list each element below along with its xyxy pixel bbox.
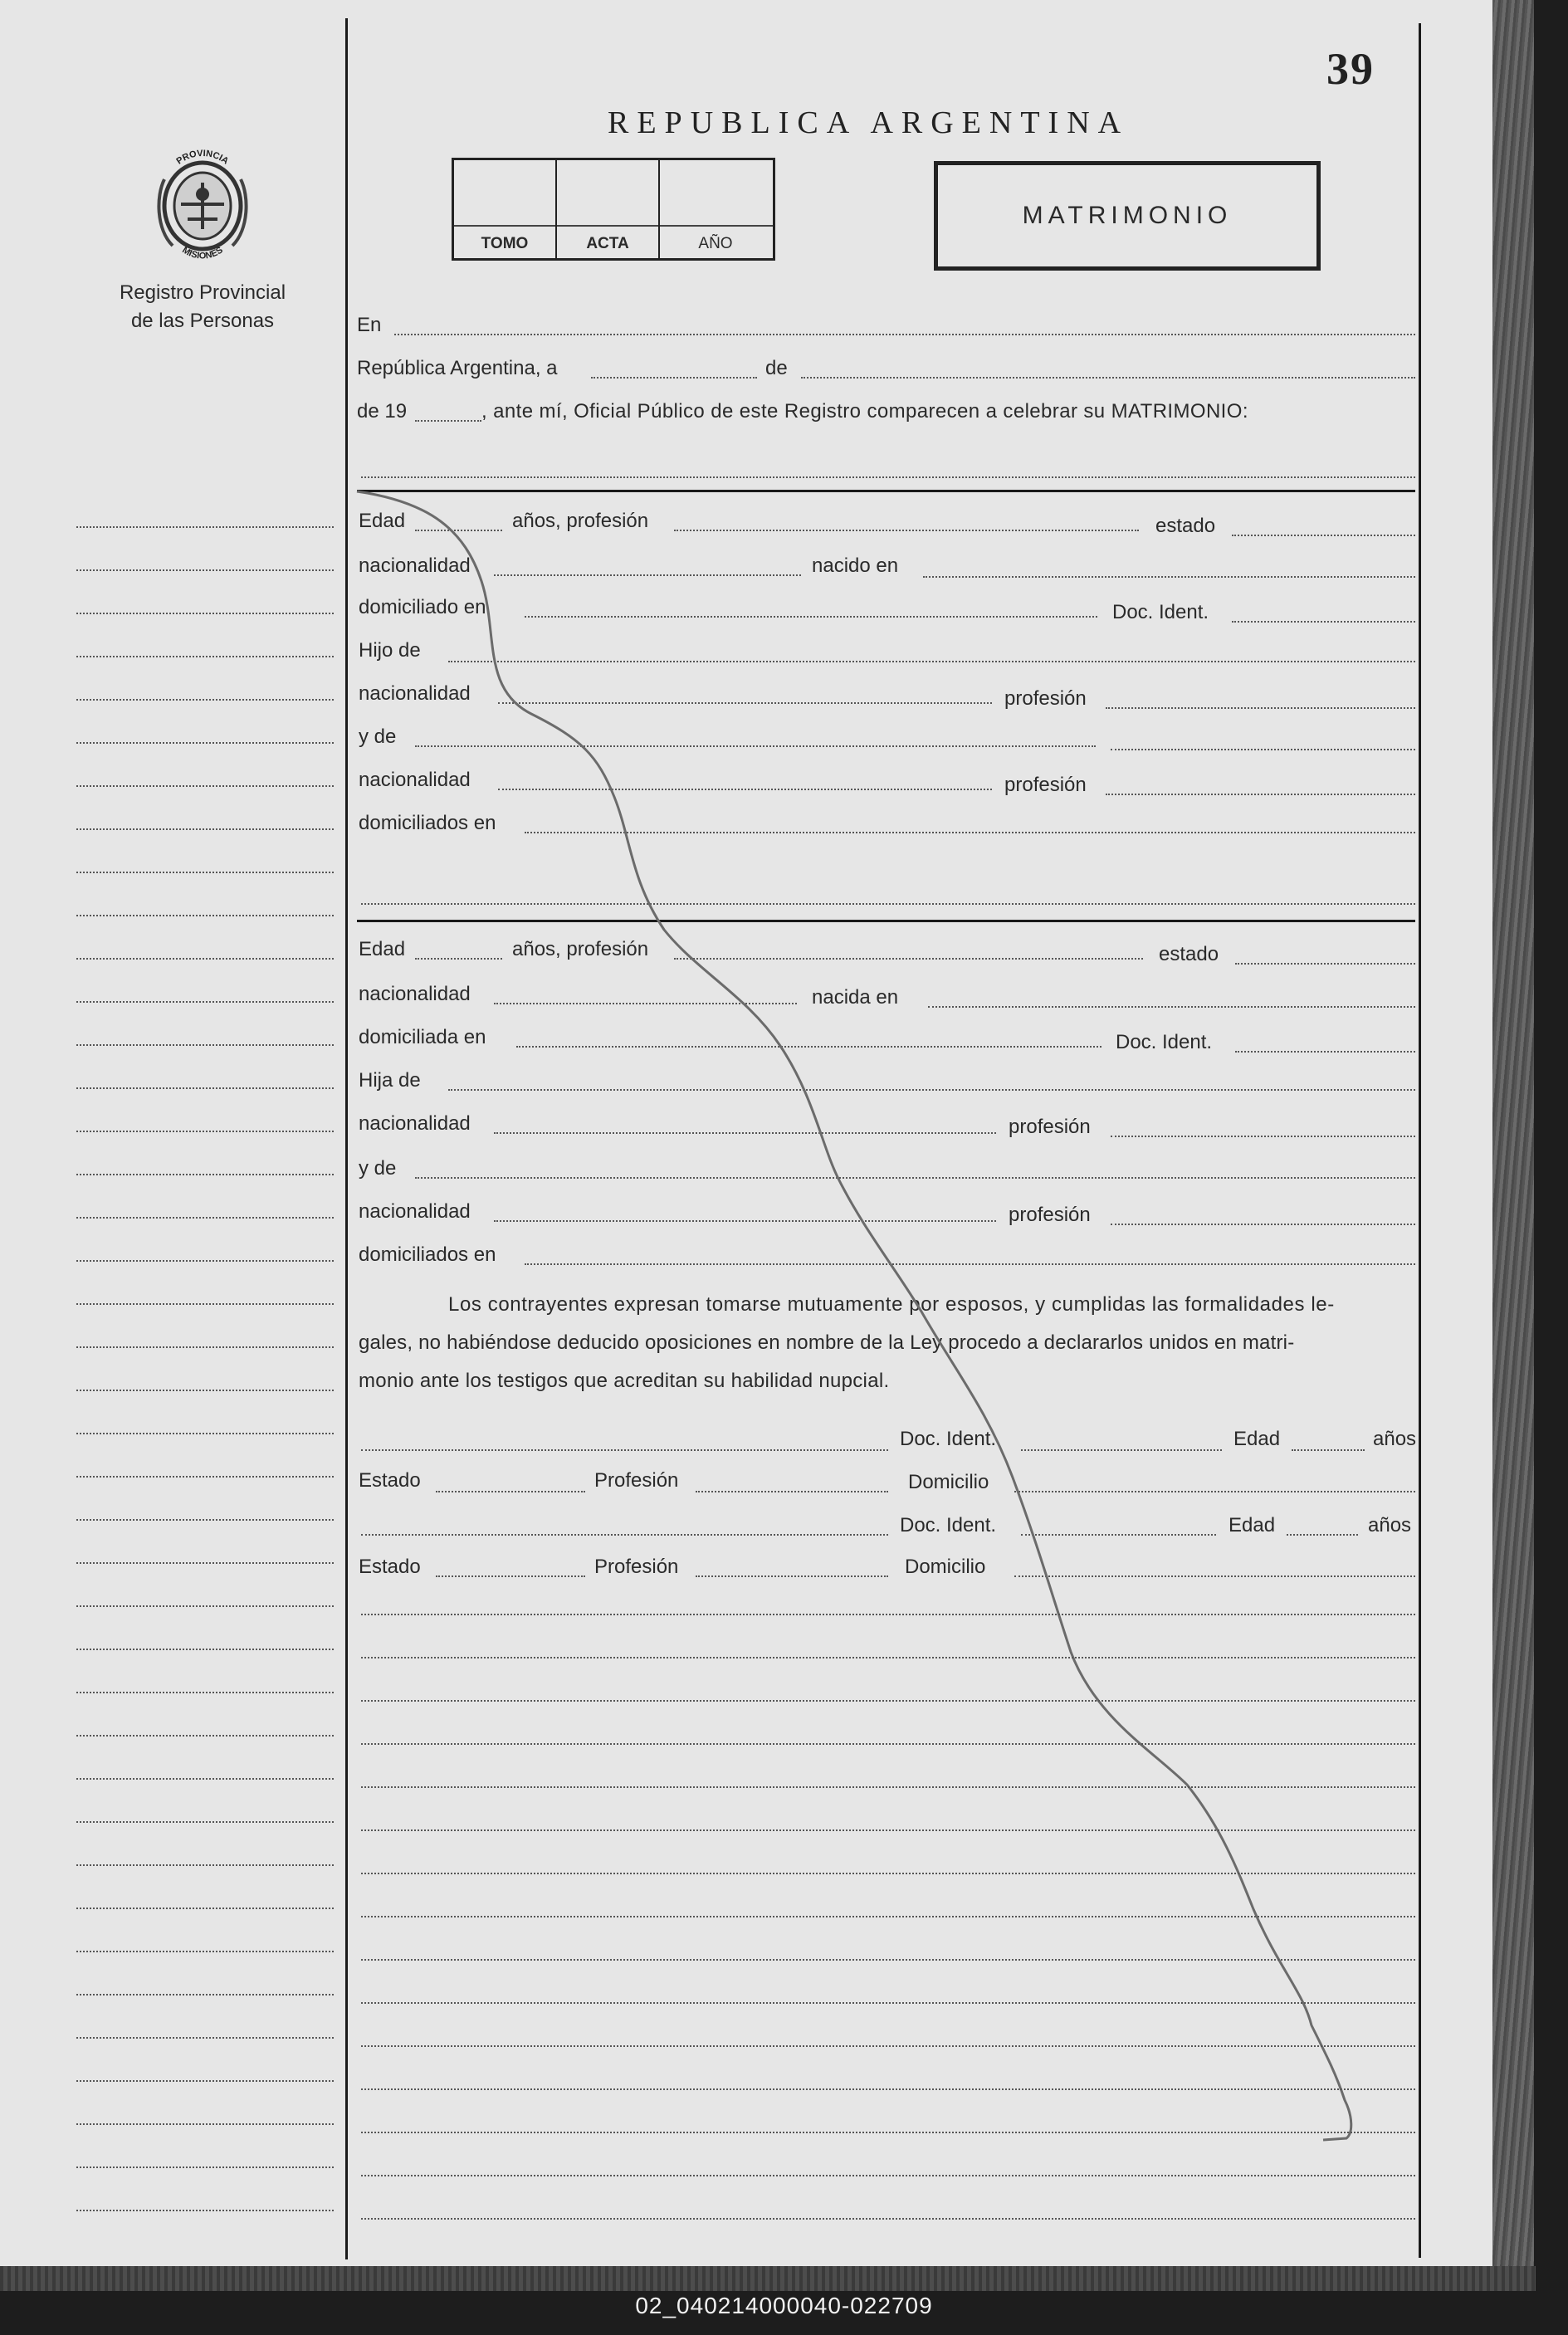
acta-label: ACTA (586, 235, 629, 252)
bride-father-nacionalidad: nacionalidad (359, 1112, 471, 1135)
margin-note-line (76, 785, 334, 787)
crest-text-top: PROVINCIA (174, 148, 231, 167)
crest-text-bottom: MISIONES (180, 245, 225, 261)
observation-line (361, 1959, 1415, 1961)
margin-note-line (76, 958, 334, 960)
groom-father-profesion: profesión (1004, 687, 1087, 710)
margin-note-line (76, 569, 334, 571)
witness2-edad: Edad (1229, 1514, 1276, 1536)
groom-father-nacionalidad: nacionalidad (359, 682, 471, 705)
declaration-line1: Los contrayentes expresan tomarse mutuamente por esposos, y cumplidas las formalidades le- (448, 1293, 1335, 1316)
bride-mother-nacionalidad: nacionalidad (359, 1200, 471, 1223)
margin-note-line (76, 1778, 334, 1780)
witness1-anos: años (1373, 1428, 1417, 1450)
margin-note-line (76, 526, 334, 528)
observation-line (361, 1916, 1415, 1917)
margin-note-line (76, 2166, 334, 2168)
intro-ante: , ante mí, Oficial Público de este Registro comparecen a celebrar su MATRIMONIO: (481, 400, 1248, 423)
groom-nacionalidad: nacionalidad (359, 554, 471, 577)
margin-note-line (76, 2037, 334, 2039)
margin-note-line (76, 2210, 334, 2211)
margin-note-line (76, 872, 334, 873)
groom-doc-ident: Doc. Ident. (1112, 601, 1209, 623)
observation-line (361, 1786, 1415, 1788)
document-type: MATRIMONIO (934, 161, 1321, 271)
margin-note-line (76, 1217, 334, 1219)
bride-father-profesion: profesión (1009, 1116, 1091, 1138)
margin-note-line (76, 2123, 334, 2125)
margin-note-line (76, 1519, 334, 1521)
margin-note-line (76, 1908, 334, 1909)
registry-name-line1: Registro Provincial (119, 281, 286, 304)
witness2-anos: años (1368, 1514, 1412, 1536)
observation-line (361, 2175, 1415, 2176)
witness2-profesion: Profesión (594, 1556, 679, 1578)
margin-note-line (76, 1303, 334, 1305)
bride-domiciliada: domiciliada en (359, 1026, 486, 1048)
observation-line (361, 2002, 1415, 2004)
margin-note-line (76, 1476, 334, 1478)
margin-note-line (76, 2080, 334, 2082)
margin-note-line (76, 1864, 334, 1866)
intro-en: En (357, 314, 382, 336)
margin-note-line (76, 1044, 334, 1046)
registry-name-line2: de las Personas (130, 310, 275, 332)
margin-note-line (76, 1260, 334, 1262)
bride-mother-profesion: profesión (1009, 1204, 1091, 1226)
margin-note-line (76, 742, 334, 744)
groom-mother-nacionalidad: nacionalidad (359, 769, 471, 791)
groom-hijo-de: Hijo de (359, 639, 421, 662)
intro-de19: de 19 (357, 400, 408, 423)
margin-note-line (76, 1821, 334, 1823)
declaration-line3: monio ante los testigos que acreditan su habilidad nupcial. (359, 1370, 890, 1392)
margin-note-line (76, 1433, 334, 1434)
bride-edad: Edad (359, 938, 406, 960)
groom-edad: Edad (359, 510, 406, 532)
intro-republica: República Argentina, a (357, 357, 558, 379)
declaration-line2: gales, no habiéndose deducido oposiciones en nombre de la Ley procedo a declararlos unidos en matri- (359, 1331, 1295, 1354)
intro-de: de (765, 357, 788, 379)
tomo-label: TOMO (481, 235, 529, 252)
margin-note-line (76, 1605, 334, 1607)
margin-note-line (76, 1131, 334, 1132)
bride-hija-de: Hija de (359, 1069, 421, 1092)
margin-note-line (76, 1562, 334, 1564)
margin-note-line (76, 1649, 334, 1650)
margin-note-line (76, 656, 334, 657)
witness2-doc-ident: Doc. Ident. (900, 1514, 997, 1536)
bride-y-de: y de (359, 1157, 397, 1180)
witness1-edad: Edad (1233, 1428, 1281, 1450)
groom-domiciliado: domiciliado en (359, 596, 486, 618)
margin-note-line (76, 1001, 334, 1003)
margin-note-line (76, 915, 334, 916)
margin-note-line (76, 613, 334, 614)
observation-line (361, 2088, 1415, 2090)
groom-mother-profesion: profesión (1004, 774, 1087, 796)
observation-line (361, 1700, 1415, 1702)
margin-note-line (76, 1735, 334, 1737)
margin-note-line (76, 1087, 334, 1089)
page-title: REPUBLICA ARGENTINA (608, 105, 1130, 140)
groom-estado: estado (1155, 515, 1216, 537)
observation-line (361, 2132, 1415, 2133)
margin-note-line (76, 1951, 334, 1952)
observation-line (361, 1873, 1415, 1874)
groom-y-de: y de (359, 725, 397, 748)
witness1-estado: Estado (359, 1469, 421, 1492)
witness1-domicilio: Domicilio (908, 1471, 989, 1493)
observation-line (361, 1657, 1415, 1658)
witness1-profesion: Profesión (594, 1469, 679, 1492)
margin-note-line (76, 1346, 334, 1348)
groom-anos-profesion: años, profesión (512, 510, 649, 532)
margin-note-line (76, 699, 334, 701)
observation-line (361, 1743, 1415, 1745)
page-number: 39 (1326, 44, 1375, 94)
observation-line (361, 2045, 1415, 2047)
bride-doc-ident: Doc. Ident. (1116, 1031, 1213, 1053)
bride-anos-profesion: años, profesión (512, 938, 649, 960)
bride-estado: estado (1159, 943, 1219, 965)
margin-note-line (76, 1390, 334, 1391)
margin-note-line (76, 828, 334, 830)
groom-nacido-en: nacido en (812, 554, 899, 577)
margin-note-line (76, 1692, 334, 1693)
observation-line (361, 2218, 1415, 2220)
ano-label: AÑO (698, 235, 733, 252)
bride-nacida-en: nacida en (812, 986, 899, 1009)
observation-line (361, 1614, 1415, 1615)
margin-note-line (76, 1174, 334, 1175)
observation-line (361, 1829, 1415, 1831)
bride-domiciliados: domiciliados en (359, 1243, 496, 1266)
witness2-estado: Estado (359, 1556, 421, 1578)
groom-domiciliados: domiciliados en (359, 812, 496, 834)
bride-nacionalidad: nacionalidad (359, 983, 471, 1005)
witness2-domicilio: Domicilio (905, 1556, 986, 1578)
margin-note-line (76, 1994, 334, 1995)
scan-caption: 02_040214000040-022709 (635, 2293, 933, 2318)
witness1-doc-ident: Doc. Ident. (900, 1428, 997, 1450)
